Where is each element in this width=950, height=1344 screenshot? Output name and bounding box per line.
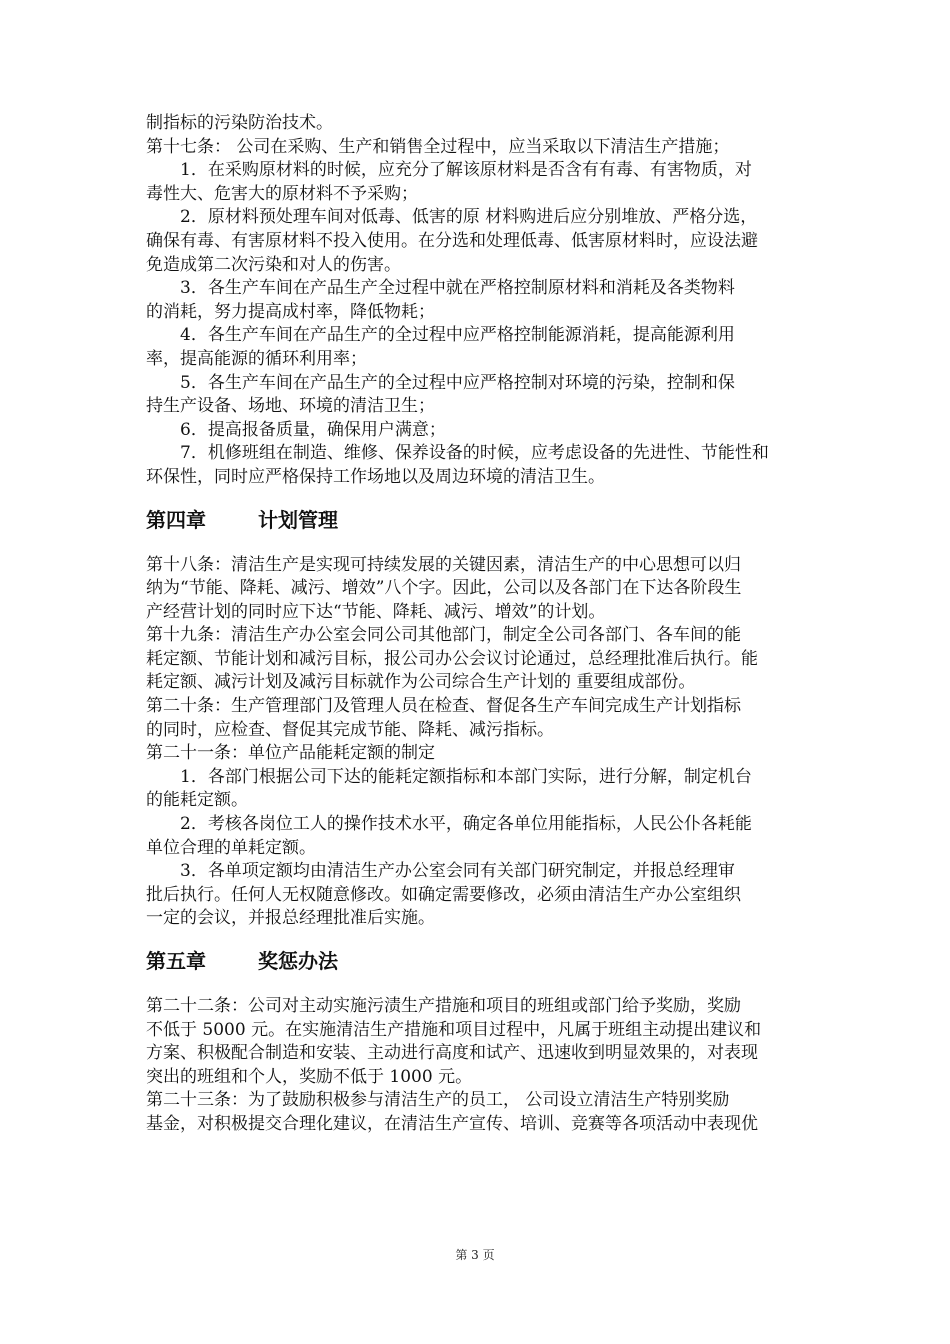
chapter-title: 奖惩办法 <box>258 949 338 973</box>
text-line: 一定的会议，并报总经理批准后实施。 <box>146 908 435 929</box>
text-line: 产经营计划的同时应下达“节能、降耗、减污、增效”的计划。 <box>146 601 606 622</box>
text-line: 1．在采购原材料的时候，应充分了解该原材料是否含有有毒、有害物质，对 <box>180 160 752 181</box>
article-21-line: 第二十一条：单位产品能耗定额的制定 <box>146 743 435 764</box>
text-line: 2．原材料预处理车间对低毒、低害的原 材料购进后应分别堆放、严格分选， <box>180 207 758 228</box>
text-line: 1．各部门根据公司下达的能耗定额指标和本部门实际，进行分解，制定机台 <box>180 766 752 787</box>
text-line: 基金，对积极提交合理化建议，在清洁生产宣传、培训、竞赛等各项活动中表现优 <box>146 1113 758 1134</box>
text-line: 耗定额、减污计划及减污目标就作为公司综合生产计划的 重要组成部份。 <box>146 672 696 693</box>
chapter-4-heading <box>146 506 808 534</box>
text-line: 的同时，应检查、督促其完成节能、降耗、减污指标。 <box>146 719 554 740</box>
article-20-line: 第二十条：生产管理部门及管理人员在检查、督促各生产车间完成生产计划指标 <box>146 696 741 717</box>
chapter-title: 计划管理 <box>258 507 338 532</box>
article-23-line: 第二十三条：为了鼓励积极参与清洁生产的员工， 公司设立清洁生产特别奖励 <box>146 1090 730 1111</box>
text-line: 的消耗，努力提高成村率，降低物耗； <box>146 301 435 322</box>
text-line: 单位合理的单耗定额。 <box>146 837 316 858</box>
article-19-line: 第十九条：清洁生产办公室会同公司其他部门，制定全公司各部门、各车间的能 <box>146 625 741 646</box>
page-number: 第 3 页 <box>455 1248 495 1262</box>
text-line: 突出的班组和个人，奖励不低于 1000 元。 <box>146 1066 473 1087</box>
article-18-line: 第十八条：清洁生产是实现可持续发展的关键因素，清洁生产的中心思想可以归 <box>146 554 741 575</box>
text-line: 方案、积极配合制造和安装、主动进行高度和试产、迅速收到明显效果的，对表现 <box>146 1043 758 1064</box>
chapter-5-body <box>146 995 808 1137</box>
chapter-number: 第五章 <box>146 949 206 973</box>
text-line: 3．各单项定额均由清洁生产办公室会同有关部门研究制定，并报总经理审 <box>180 861 735 882</box>
text-line: 耗定额、节能计划和减污目标，报公司办公会议讨论通过，总经理批准后执行。能 <box>146 648 758 669</box>
text-line: 环保性，同时应严格保持工作场地以及周边环境的清洁卫生。 <box>146 466 605 487</box>
section-1 <box>146 112 808 490</box>
article-17-line: 第十七条： 公司在采购、生产和销售全过程中，应当采取以下清洁生产措施； <box>146 136 730 157</box>
text-line: 持生产设备、场地、环境的清洁卫生； <box>146 396 435 417</box>
article-22-line: 第二十二条：公司对主动实施污渍生产措施和项目的班组或部门给予奖励，奖励 <box>146 996 741 1016</box>
text-line: 7．机修班组在制造、维修、保养设备的时候，应考虑设备的先进性、节能性和 <box>180 443 769 464</box>
chapter-5-heading <box>146 947 808 975</box>
text-line: 3．各生产车间在产品生产全过程中就在严格控制原材料和消耗及各类物料 <box>180 278 735 299</box>
text-line: 率，提高能源的循环利用率； <box>146 348 367 369</box>
text-line: 5．各生产车间在产品生产的全过程中应严格控制对环境的污染，控制和保 <box>180 372 735 393</box>
text-line: 批后执行。任何人无权随意修改。如确定需要修改，必须由清洁生产办公室组织 <box>146 884 741 905</box>
document-page <box>146 112 808 1137</box>
chapter-number: 第四章 <box>146 507 206 532</box>
text-line: 2．考核各岗位工人的操作技术水平，确定各单位用能指标，人民公仆各耗能 <box>180 814 752 835</box>
text-line: 纳为“节能、降耗、减污、增效”八个字。因此，公司以及各部门在下达各阶段生 <box>146 578 742 599</box>
chapter-4-body <box>146 554 808 932</box>
text-line: 毒性大、危害大的原材料不予采购； <box>146 183 418 204</box>
text-line: 的能耗定额。 <box>146 790 248 811</box>
text-line: 6．提高报备质量，确保用户满意； <box>180 419 446 440</box>
text-line: 确保有毒、有害原材料不投入使用。在分选和处理低毒、低害原材料时，应设法避 <box>146 230 758 251</box>
text-line: 4．各生产车间在产品生产的全过程中应严格控制能源消耗，提高能源利用 <box>180 325 735 346</box>
text-line: 不低于 5000 元。在实施清洁生产措施和项目过程中，凡属于班组主动提出建议和 <box>146 1019 762 1040</box>
text-line: 免造成第二次污染和对人的伤害。 <box>146 254 401 275</box>
text-line: 制指标的污染防治技术。 <box>146 113 333 133</box>
